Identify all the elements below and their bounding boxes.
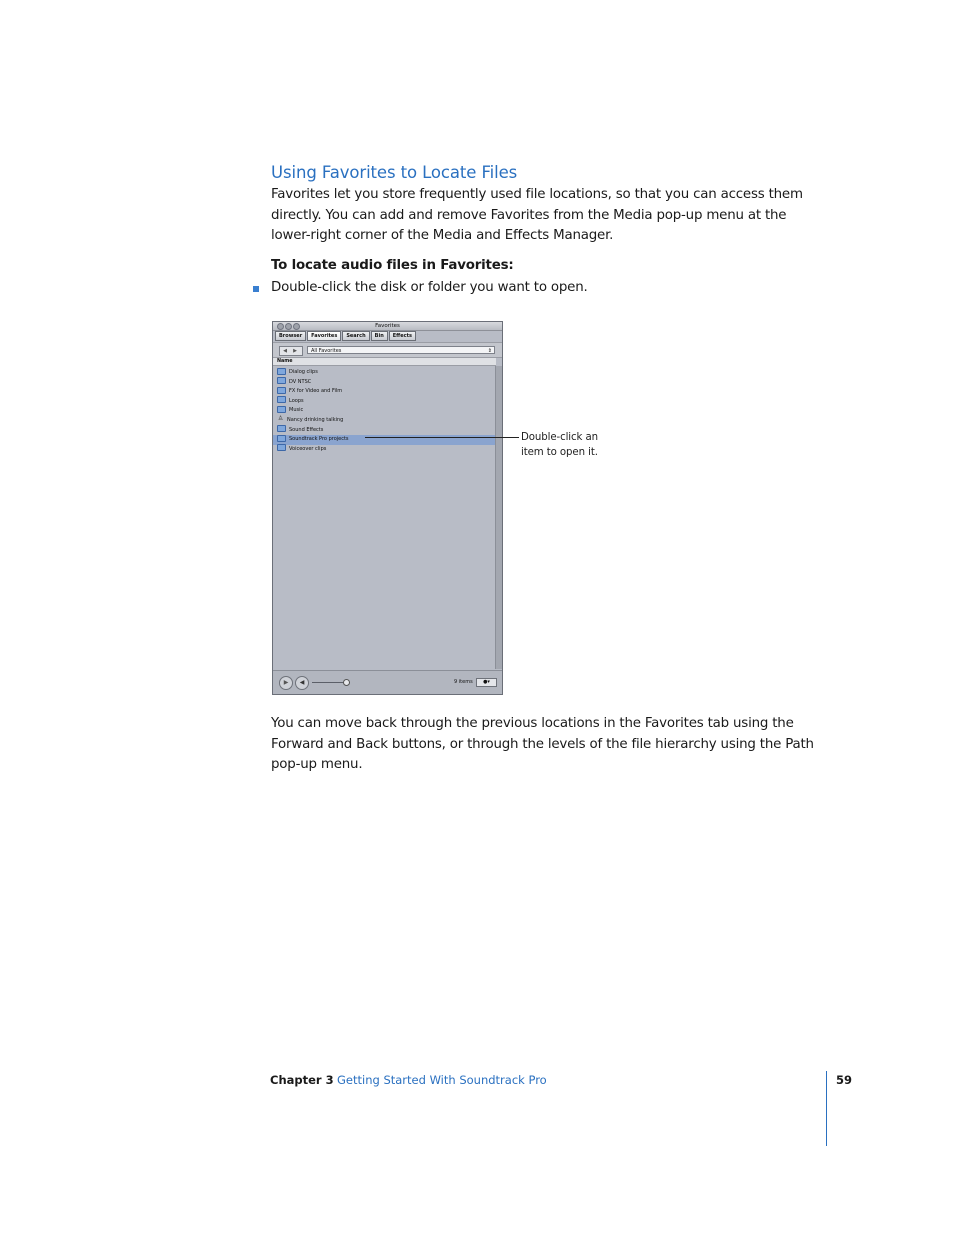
list-item[interactable] [273,426,496,436]
forward-arrow-icon[interactable]: ▶ [293,348,297,354]
list-item[interactable] [273,445,496,455]
folder-icon [277,368,286,375]
tab-search[interactable]: Search [342,331,369,341]
footer-divider [826,1071,827,1146]
back-arrow-icon[interactable]: ◀ [283,348,287,354]
folder-icon [277,377,286,384]
list-item[interactable] [273,368,496,378]
path-toolbar [273,342,502,358]
window-title: Favorites [375,322,400,329]
intro-paragraph: Favorites let you store frequently used file locations, so that you can access them directly. You can add and remove Favorites from the Media pop-up menu at the lower-right corner of the Media and Effects Manager. [271,187,803,243]
play-icon[interactable]: ▶ [279,676,293,690]
task-step-text: Double-click the disk or folder you want to open. [271,280,588,295]
list-item-label: Sound Effects [289,426,324,433]
volume-slider-knob[interactable] [343,679,350,686]
list-item[interactable] [273,378,496,388]
folder-icon [277,425,286,432]
tab-bar [275,331,417,341]
list-item-label: Music [289,407,304,414]
tab-bin[interactable]: Bin [371,331,388,341]
footer-chapter-title: Getting Started With Soundtrack Pro [337,1073,547,1087]
item-count: 9 items [454,679,473,685]
user-icon: ♙ [277,415,284,423]
folder-icon [277,396,286,403]
list-item-label: Dialog clips [289,369,318,375]
speaker-icon[interactable]: ◀ [295,676,309,690]
tab-browser[interactable]: Browser [275,331,306,341]
popup-arrows-icon: ⇕ [487,348,492,354]
list-item[interactable] [273,387,496,397]
file-list [273,368,496,454]
list-scrollbar[interactable] [495,366,502,669]
list-item-label: Voiceover clips [289,445,327,452]
folder-icon [277,387,286,394]
task-step [253,280,588,295]
favorites-window-screenshot [272,321,503,695]
list-item-label: Nancy drinking talking [287,416,344,423]
closing-paragraph: You can move back through the previous locations in the Favorites tab using the Forward and Back buttons, or through the levels of the file hierarchy using the Path pop-up menu. [271,716,814,772]
page-number: 59 [836,1073,853,1087]
name-column-header[interactable]: Name [273,358,496,366]
tab-favorites[interactable]: Favorites [307,331,341,341]
section-title: Using Favorites to Locate Files [271,163,518,182]
path-popup-menu[interactable] [307,346,495,354]
list-item-label: Loops [289,397,304,404]
footer-chapter: Chapter 3 [270,1073,334,1087]
list-item[interactable] [273,397,496,407]
callout-line-2: item to open it. [521,447,598,459]
window-titlebar [273,322,502,331]
list-item[interactable] [273,416,496,426]
transport-bar [273,670,502,695]
back-forward-buttons [279,346,303,356]
tab-effects[interactable]: Effects [389,331,416,341]
media-popup-menu[interactable]: ●▾ [476,678,497,687]
folder-icon [277,444,286,451]
list-item-label: FX for Video and Film [289,388,343,395]
list-item-label: DV NTSC [289,378,312,385]
task-heading: To locate audio files in Favorites: [271,258,514,273]
bullet-square-icon [253,286,259,292]
list-item-label: Soundtrack Pro projects [289,436,349,443]
folder-icon [277,435,286,442]
callout-text [521,430,598,460]
folder-icon [277,406,286,413]
path-popup-value: All Favorites [311,348,342,354]
callout-line [365,437,519,438]
callout-line-1: Double-click an [521,432,598,443]
list-item[interactable] [273,406,496,416]
